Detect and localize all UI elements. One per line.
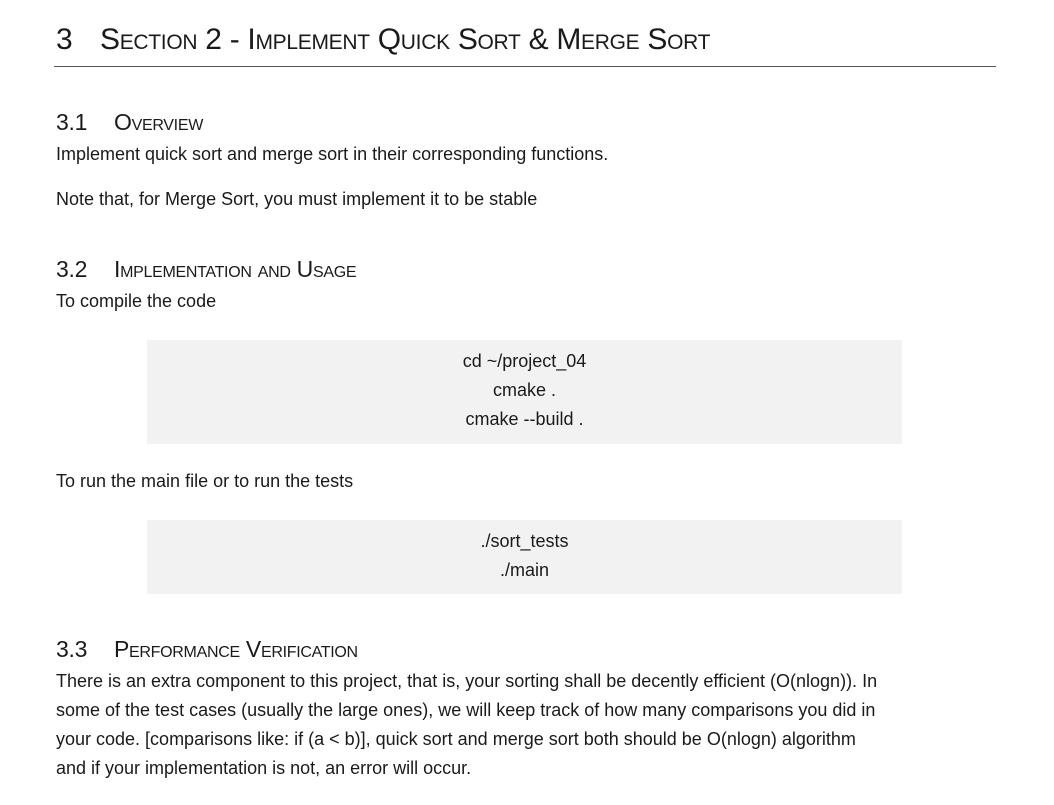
compile-intro: To compile the code xyxy=(56,291,217,311)
code-line: cmake . xyxy=(492,380,557,400)
paragraph-line: and if your implementation is not, an error will occur. xyxy=(56,758,472,778)
section-number: 3 xyxy=(56,23,73,56)
code-line: cd ~/project_04 xyxy=(462,351,587,371)
performance-paragraph xyxy=(56,667,996,783)
paragraph-line: There is an extra component to this project, that is, your sorting shall be decently efficient (O(nlogn)). In xyxy=(56,671,878,691)
overview-heading xyxy=(56,107,203,137)
performance-number: 3.3 xyxy=(56,636,88,662)
overview-title: Overview xyxy=(114,109,203,135)
compile-code-block xyxy=(147,340,902,444)
overview-line-1: Implement quick sort and merge sort in their corresponding functions. xyxy=(56,144,609,164)
paragraph-line: some of the test cases (usually the large ones), we will keep track of how many comparisons you did in xyxy=(56,700,876,720)
paragraph-line: your code. [comparisons like: if (a < b)], quick sort and merge sort both should be O(nlogn) algorithm xyxy=(56,729,856,749)
overview-line-2: Note that, for Merge Sort, you must implement it to be stable xyxy=(56,189,538,209)
code-line: ./sort_tests xyxy=(480,531,569,551)
run-intro: To run the main file or to run the tests xyxy=(56,471,354,491)
code-line: cmake --build . xyxy=(465,409,584,429)
performance-title: Performance Verification xyxy=(114,636,358,662)
run-code-block xyxy=(147,520,902,594)
overview-number: 3.1 xyxy=(56,109,88,135)
implementation-title: Implementation and Usage xyxy=(114,256,357,282)
implementation-number: 3.2 xyxy=(56,256,88,282)
performance-heading xyxy=(56,634,358,664)
section-title: Section 2 - Implement Quick Sort & Merge Sort xyxy=(100,23,711,56)
implementation-heading xyxy=(56,254,356,284)
code-line: ./main xyxy=(499,560,550,580)
heading-rule xyxy=(54,66,996,67)
section-heading xyxy=(56,20,710,60)
